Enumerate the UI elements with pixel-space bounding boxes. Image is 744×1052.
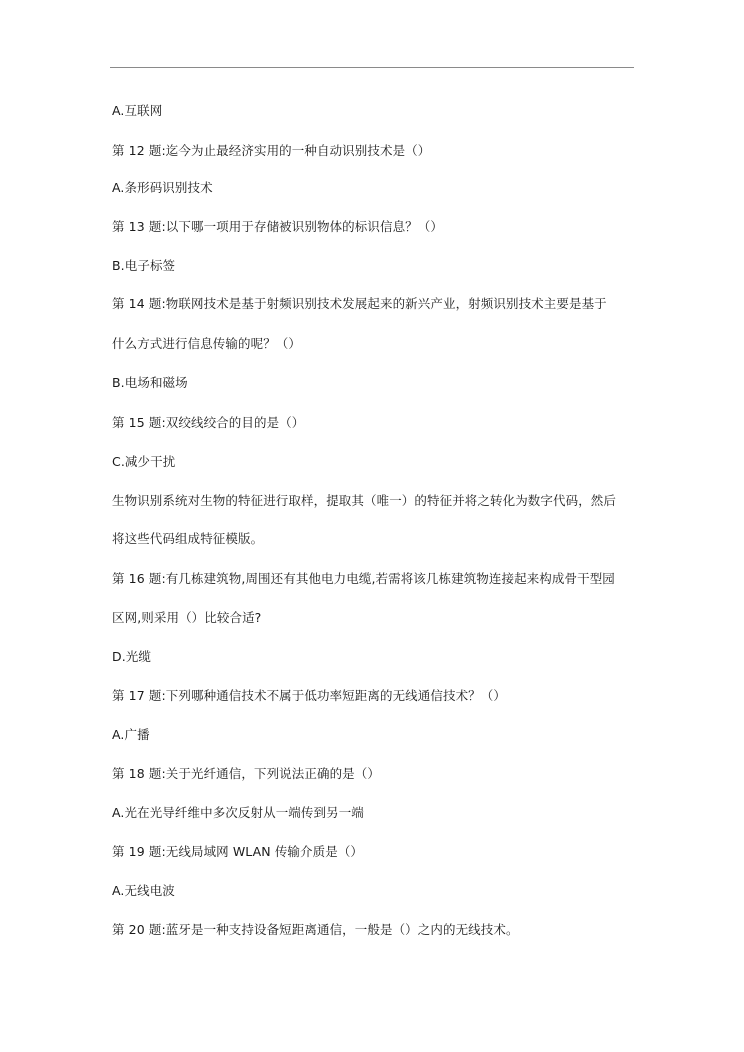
question-line: 第 17 题:下列哪种通信技术不属于低功率短距离的无线通信技术？（）: [112, 688, 506, 703]
header-rule: [110, 67, 634, 68]
answer-line: A.条形码识别技术: [112, 180, 213, 195]
question-line: 第 20 题:蓝牙是一种支持设备短距离通信，一般是（）之内的无线技术。: [112, 922, 519, 937]
answer-line: A.光在光导纤维中多次反射从一端传到另一端: [112, 805, 364, 820]
question-line: 第 13 题:以下哪一项用于存储被识别物体的标识信息？（）: [112, 219, 443, 234]
answer-line: B.电场和磁场: [112, 375, 188, 390]
answer-line: D.光缆: [112, 649, 151, 664]
answer-line: A.互联网: [112, 103, 163, 118]
answer-line: A.广播: [112, 727, 150, 742]
question-line: 第 15 题:双绞线绞合的目的是（）: [112, 415, 305, 430]
question-line: 第 16 题:有几栋建筑物,周围还有其他电力电缆,若需将该几栋建筑物连接起来构成骨干型园: [112, 571, 615, 586]
question-line: 第 19 题:无线局域网 WLAN 传输介质是（）: [112, 844, 364, 859]
question-line: 第 12 题:迄今为止最经济实用的一种自动识别技术是（）: [112, 143, 431, 158]
question-line: 第 14 题:物联网技术是基于射频识别技术发展起来的新兴产业，射频识别技术主要是基于: [112, 296, 607, 311]
question-line: 第 18 题:关于光纤通信，下列说法正确的是（）: [112, 766, 380, 781]
answer-line: A.无线电波: [112, 883, 175, 898]
question-line-continued: 区网,则采用（）比较合适?: [112, 610, 262, 625]
paragraph-line: 生物识别系统对生物的特征进行取样，提取其（唯一）的特征并将之转化为数字代码，然后: [112, 493, 617, 508]
question-line-continued: 什么方式进行信息传输的呢？（）: [112, 336, 302, 351]
answer-line: B.电子标签: [112, 258, 176, 273]
paragraph-line-continued: 将这些代码组成特征模版。: [112, 531, 264, 546]
answer-line: C.减少干扰: [112, 454, 176, 469]
